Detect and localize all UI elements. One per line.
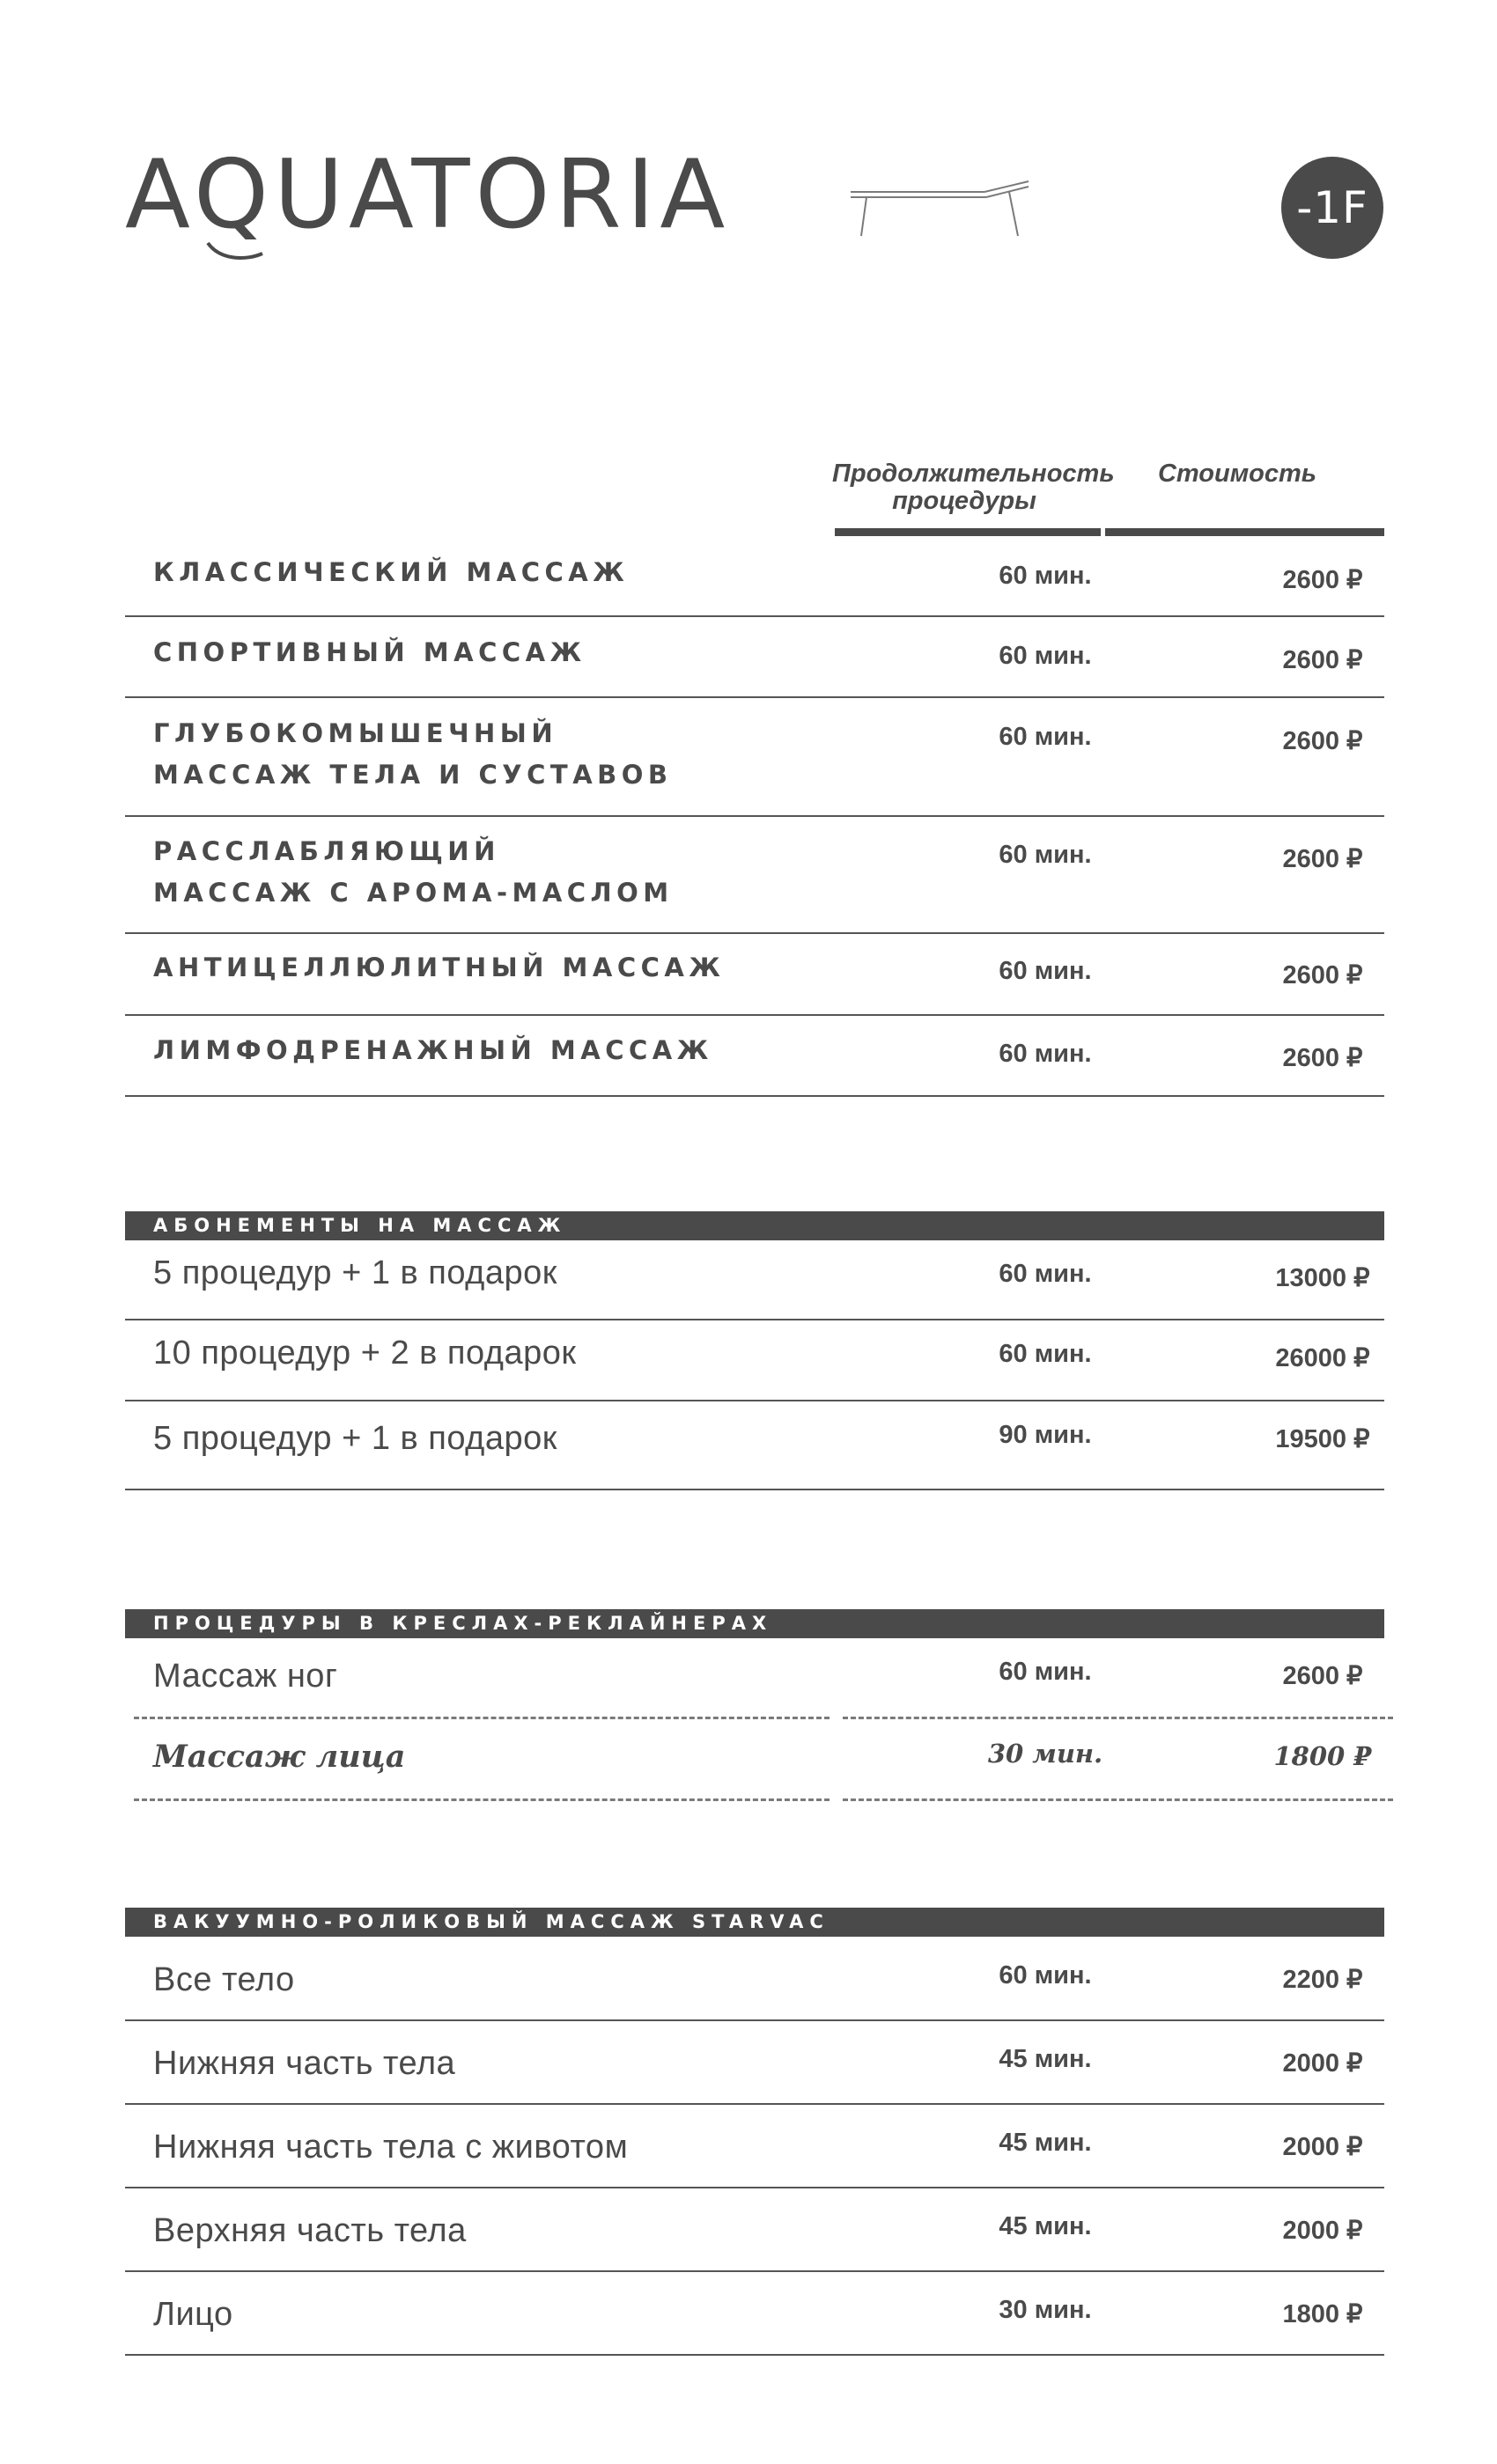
list-item — [125, 817, 1384, 934]
item-name: Нижняя часть тела с животом — [153, 2129, 629, 2166]
section-header-subscriptions: АБОНЕМЕНТЫ НА МАССАЖ — [125, 1211, 1384, 1240]
item-name: Массаж лица — [153, 1739, 406, 1775]
item-duration: 60 мин. — [999, 642, 1092, 670]
list-item — [125, 2021, 1384, 2105]
item-duration: 45 мин. — [999, 2212, 1092, 2240]
item-name: ГЛУБОКОМЫШЕЧНЫЙ МАССАЖ ТЕЛА И СУСТАВОВ — [153, 718, 673, 790]
item-price: 2600 ₽ — [1282, 727, 1363, 755]
list-item — [125, 698, 1384, 817]
duration-column-header: Продолжительность процедуры — [832, 460, 1115, 515]
section-header-starvac: ВАКУУМНО-РОЛИКОВЫЙ МАССАЖ STARVAC — [125, 1908, 1384, 1937]
item-duration: 60 мин. — [999, 1260, 1092, 1288]
list-item — [125, 1937, 1384, 2021]
list-item — [125, 2105, 1384, 2188]
list-item — [125, 1719, 1384, 1798]
list-item — [125, 934, 1384, 1016]
item-price: 2200 ₽ — [1282, 1966, 1363, 1994]
list-item — [125, 1401, 1384, 1490]
item-price: 2000 ₽ — [1282, 2217, 1363, 2245]
list-item — [125, 617, 1384, 698]
list-item — [125, 2272, 1384, 2356]
price-column-header: Стоимость — [1157, 460, 1317, 488]
item-price: 1800 ₽ — [1273, 1741, 1372, 1771]
item-price: 2600 ₽ — [1282, 961, 1363, 989]
item-name: Нижняя часть тела — [153, 2045, 456, 2082]
duration-header-bar — [835, 528, 1101, 536]
item-price: 2600 ₽ — [1282, 646, 1363, 674]
list-item — [125, 1638, 1384, 1717]
item-name: РАССЛАБЛЯЮЩИЙ МАССАЖ С АРОМА-МАСЛОМ — [153, 836, 674, 908]
item-price: 2600 ₽ — [1282, 1662, 1363, 1690]
item-duration: 60 мин. — [999, 562, 1092, 590]
list-item — [125, 1240, 1384, 1320]
item-duration: 90 мин. — [999, 1421, 1092, 1449]
item-name: 5 процедур + 1 в подарок — [153, 1254, 557, 1291]
item-duration: 60 мин. — [999, 1340, 1092, 1368]
list-item — [125, 539, 1384, 617]
item-price: 2600 ₽ — [1282, 1044, 1363, 1072]
list-item — [125, 2188, 1384, 2272]
item-duration: 60 мин. — [999, 723, 1092, 751]
item-name: 5 процедур + 1 в подарок — [153, 1420, 557, 1457]
brand-logo: AQUATORIA — [125, 140, 731, 250]
item-duration: 60 мин. — [999, 1658, 1092, 1686]
item-name: Все тело — [153, 1961, 295, 1998]
item-duration: 60 мин. — [999, 1040, 1092, 1068]
item-name: Верхняя часть тела — [153, 2212, 467, 2249]
item-duration: 60 мин. — [999, 957, 1092, 985]
item-duration: 60 мин. — [999, 841, 1092, 869]
list-item — [125, 1320, 1384, 1401]
item-price: 2000 ₽ — [1282, 2133, 1363, 2161]
item-price: 19500 ₽ — [1275, 1425, 1370, 1453]
item-price: 2000 ₽ — [1282, 2049, 1363, 2078]
item-name: Массаж ног — [153, 1658, 338, 1695]
item-price: 13000 ₽ — [1275, 1264, 1370, 1292]
item-name: КЛАССИЧЕСКИЙ МАССАЖ — [153, 557, 630, 587]
item-name: АНТИЦЕЛЛЮЛИТНЫЙ МАССАЖ — [153, 953, 726, 982]
massage-bed-icon — [837, 173, 1030, 243]
dashed-divider — [843, 1798, 1393, 1801]
section-header-recliners: ПРОЦЕДУРЫ В КРЕСЛАХ-РЕКЛАЙНЕРАХ — [125, 1609, 1384, 1638]
item-price: 2600 ₽ — [1282, 566, 1363, 594]
item-duration: 45 мин. — [999, 2129, 1092, 2157]
item-name: Лицо — [153, 2296, 233, 2333]
item-price: 2600 ₽ — [1282, 845, 1363, 873]
floor-badge: -1F — [1281, 157, 1383, 259]
item-duration: 30 мин. — [999, 2296, 1092, 2324]
item-duration: 30 мин. — [987, 1739, 1103, 1769]
item-name: СПОРТИВНЫЙ МАССАЖ — [153, 637, 586, 667]
item-price: 1800 ₽ — [1282, 2300, 1363, 2328]
item-name: 10 процедур + 2 в подарок — [153, 1335, 577, 1372]
item-duration: 60 мин. — [999, 1961, 1092, 1990]
dashed-divider — [134, 1798, 830, 1801]
item-name: ЛИМФОДРЕНАЖНЫЙ МАССАЖ — [153, 1035, 713, 1065]
price-header-bar — [1105, 528, 1384, 536]
item-duration: 45 мин. — [999, 2045, 1092, 2073]
item-price: 26000 ₽ — [1275, 1344, 1370, 1372]
list-item — [125, 1016, 1384, 1097]
logo-tail-icon — [204, 238, 266, 262]
